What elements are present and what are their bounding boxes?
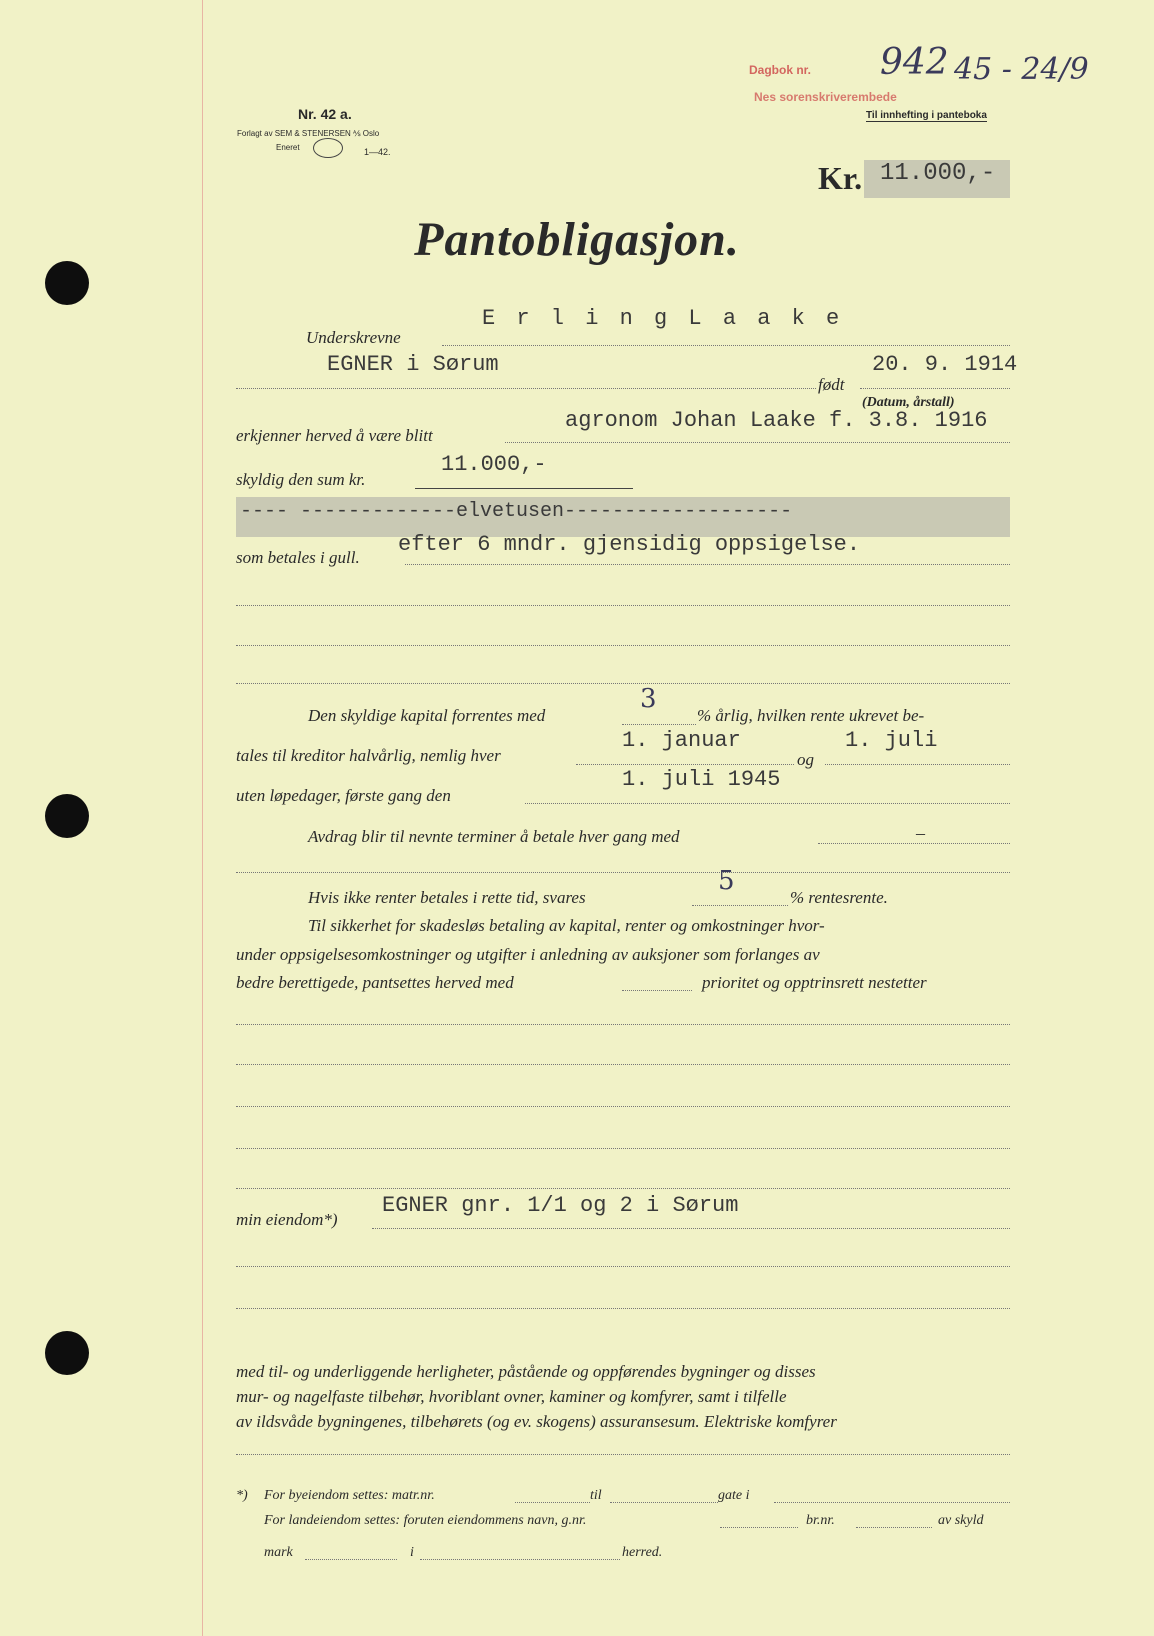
dotted-line [515, 1502, 590, 1503]
dotted-line [236, 872, 1010, 873]
sikkerhet-line-1: Til sikkerhet for skadesløs betaling av kapital, renter og omkostninger hvor- [308, 916, 825, 935]
og-label: og [797, 750, 814, 769]
punch-hole-middle [45, 794, 89, 838]
dotted-line [236, 605, 1010, 606]
kr-label: Kr. [818, 160, 863, 196]
eneret-label: Eneret [276, 143, 300, 152]
dagbok-number: 942 [880, 42, 949, 83]
dotted-line [236, 1024, 1010, 1025]
dotted-line [442, 345, 1010, 346]
dotted-line [825, 764, 1010, 765]
form-number: Nr. 42 a. [298, 106, 352, 122]
form-date: 1—42. [364, 147, 391, 157]
skyldig-underline [415, 488, 633, 489]
body-line-1: med til- og underliggende herligheter, påstående og oppførendes bygninger og disses [236, 1362, 816, 1381]
dotted-line [305, 1559, 397, 1560]
sikkerhet-line-2: under oppsigelsesomkostninger og utgifter i anledning av auksjoner som forlanges av [236, 945, 820, 964]
erkjenner-label: erkjenner herved å være blitt [236, 426, 433, 445]
datum-note: (Datum, årstall) [862, 395, 955, 410]
date1-value: 1. januar [622, 728, 741, 753]
footnote-star: *) [236, 1488, 248, 1503]
dotted-line [372, 1228, 1010, 1229]
dotted-line [525, 803, 1010, 804]
footnote-line-3-b: i [410, 1545, 414, 1560]
office-stamp: Nes sorenskriverembede [754, 90, 897, 104]
dotted-line [774, 1502, 1010, 1503]
dotted-line [860, 388, 1010, 389]
dotted-line [505, 442, 1010, 443]
dotted-line [856, 1527, 932, 1528]
body-line-3: av ildsvåde bygningenes, tilbehørets (og ev. skogens) assuransesum. Elektriske komfyrer [236, 1412, 837, 1431]
footnote-line-2-c: av skyld [938, 1513, 984, 1528]
dotted-line [236, 1064, 1010, 1065]
dotted-line [236, 388, 816, 389]
amount-words: ---- -------------elvetusen------------------- [240, 500, 793, 523]
skyldig-value: 11.000,- [441, 452, 547, 477]
dotted-line [622, 990, 692, 991]
hvis-value: 5 [718, 866, 735, 896]
hvis-post: % rentesrente. [790, 888, 888, 907]
dotted-line [692, 905, 788, 906]
dotted-line [236, 1188, 1010, 1189]
kr-value: 11.000,- [880, 160, 996, 187]
dotted-line [236, 1266, 1010, 1267]
dotted-line [720, 1527, 798, 1528]
avdrag-value: – [916, 823, 925, 843]
skyldig-label: skyldig den sum kr. [236, 470, 366, 489]
address-value: EGNER i Sørum [327, 352, 499, 377]
document-title: Pantobligasjon. [414, 213, 740, 266]
dotted-line [622, 724, 696, 725]
fodt-label: født [818, 375, 845, 394]
first-date-value: 1. juli 1945 [622, 767, 781, 792]
dotted-line [236, 1454, 1010, 1455]
dotted-line [236, 683, 1010, 684]
betales-label: som betales i gull. [236, 548, 360, 567]
dotted-line [236, 1308, 1010, 1309]
footnote-line-1-a: For byeiendom settes: matr.nr. [264, 1488, 435, 1503]
footnote-line-2-b: br.nr. [806, 1513, 835, 1528]
body-line-2: mur- og nagelfaste tilbehør, hvoriblant ovner, kaminer og komfyrer, samt i tilfelle [236, 1387, 787, 1406]
interest-label: Den skyldige kapital forrentes med [308, 706, 546, 725]
eiendom-value: EGNER gnr. 1/1 og 2 i Sørum [382, 1193, 739, 1218]
underskrevne-value: E r l i n g L a a k e [482, 306, 844, 331]
interest-post: % årlig, hvilken rente ukrevet be- [697, 706, 925, 725]
punch-hole-bottom [45, 1331, 89, 1375]
dotted-line [576, 764, 794, 765]
dotted-line [405, 564, 1010, 565]
dagbok-label: Dagbok nr. [749, 63, 812, 77]
interest-value: 3 [640, 684, 657, 714]
betales-value: efter 6 mndr. gjensidig oppsigelse. [398, 532, 861, 557]
dotted-line [420, 1559, 620, 1560]
dagbok-handwritten: 45 - 24/9 [954, 52, 1089, 87]
dotted-line [236, 1148, 1010, 1149]
date2-value: 1. juli [845, 728, 938, 753]
dotted-line [236, 1106, 1010, 1107]
footnote-line-3-a: mark [264, 1545, 293, 1560]
publisher-logo [313, 138, 343, 158]
publisher-line: Forlagt av SEM & STENERSEN ⅍ Oslo [237, 129, 380, 138]
hvis-label: Hvis ikke renter betales i rette tid, svares [308, 888, 586, 907]
fodt-value: 20. 9. 1914 [872, 352, 1018, 377]
footnote-line-3-c: herred. [622, 1545, 663, 1560]
tales-label: tales til kreditor halvårlig, nemlig hver [236, 746, 501, 765]
lopedager-label: uten løpedager, første gang den [236, 786, 451, 805]
dotted-line [610, 1502, 718, 1503]
dotted-line [236, 645, 1010, 646]
underskrevne-label: Underskrevne [306, 328, 401, 347]
sikkerhet-line-3-post: prioritet og opptrinsrett nestetter [702, 973, 927, 992]
dotted-line [818, 843, 1010, 844]
creditor-value: agronom Johan Laake f. 3.8. 1916 [565, 408, 988, 433]
til-innhefting: Til innhefting i panteboka [866, 110, 987, 121]
sikkerhet-line-3: bedre berettigede, pantsettes herved med [236, 973, 514, 992]
footnote-line-1-c: gate i [718, 1488, 750, 1503]
footnote-line-2-a: For landeiendom settes: foruten eiendommens navn, g.nr. [264, 1513, 587, 1528]
punch-hole-top [45, 261, 89, 305]
footnote-line-1-b: til [590, 1488, 602, 1503]
eiendom-label: min eiendom*) [236, 1210, 338, 1229]
avdrag-label: Avdrag blir til nevnte terminer å betale hver gang med [308, 827, 680, 846]
